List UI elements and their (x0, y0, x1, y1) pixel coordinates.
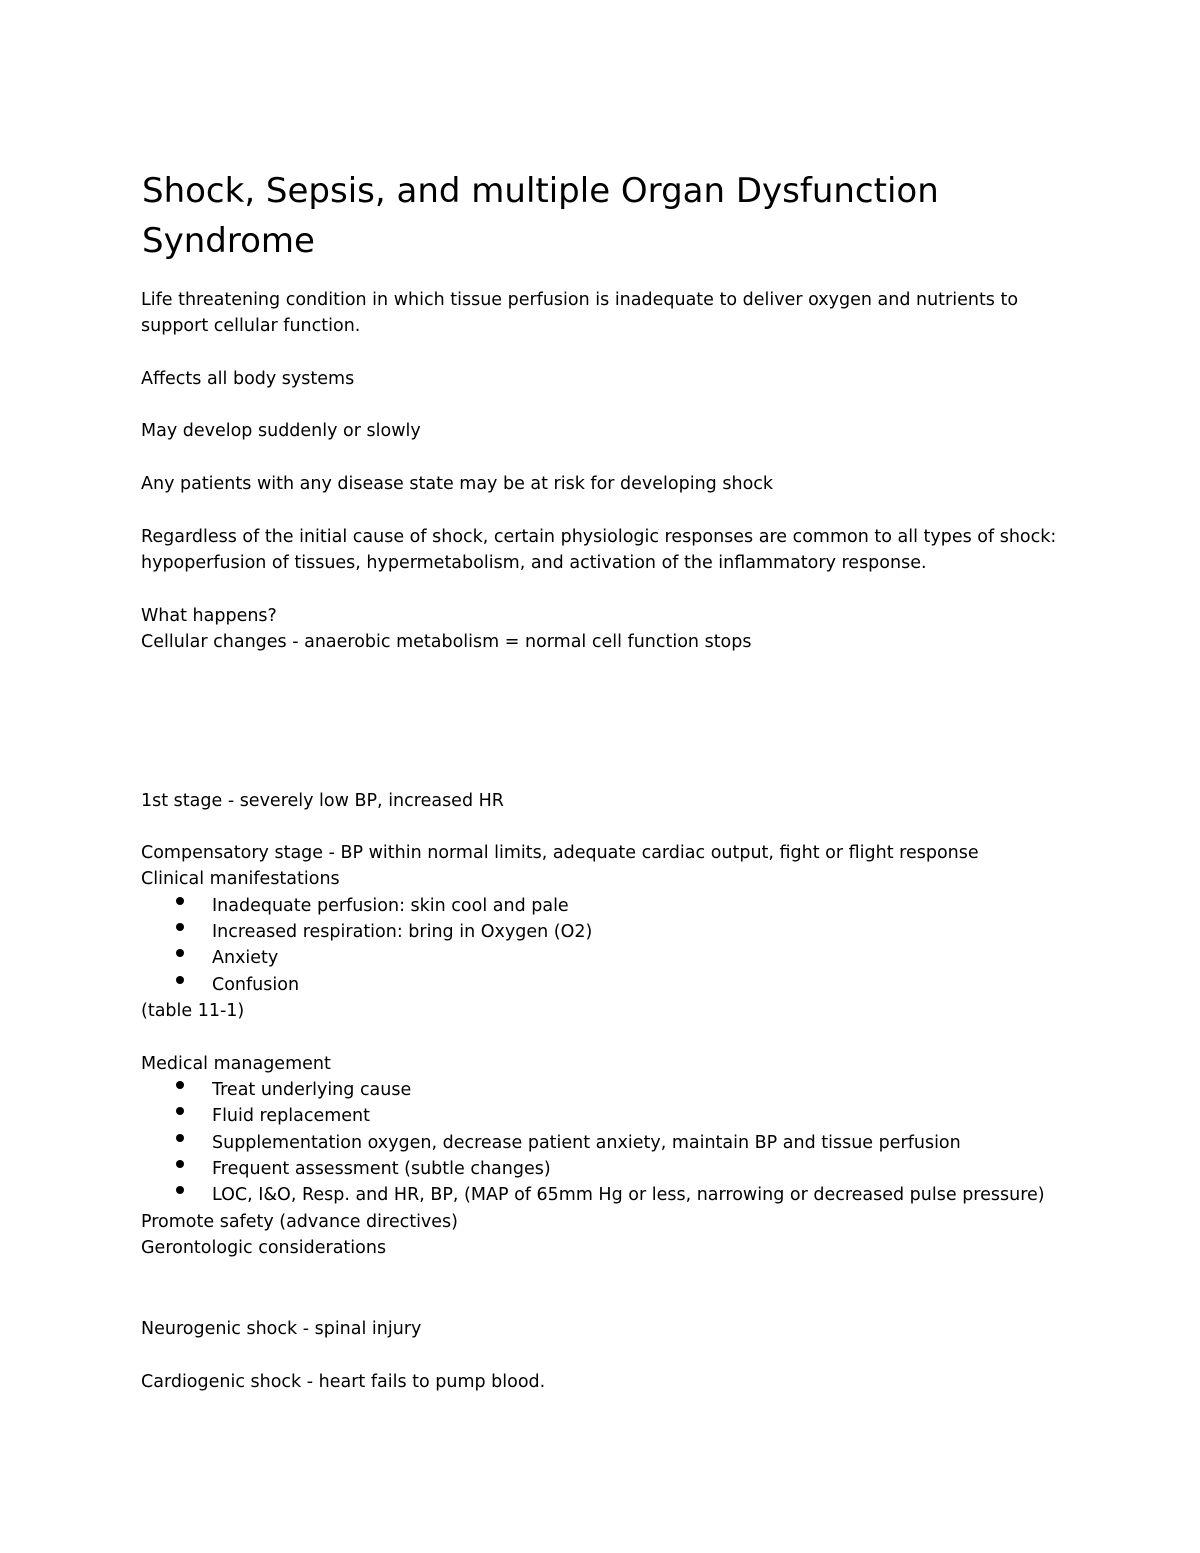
list-item (176, 893, 569, 919)
list-item-text: Inadequate perfusion: skin cool and pale (212, 896, 569, 916)
table-reference: (table 11-1) (141, 1001, 245, 1021)
list-item-text: Anxiety (212, 948, 279, 968)
responses-paragraph: Regardless of the initial cause of shock, certain physiologic responses are common to all types of shock: hypoperfusion of tissues, hypermetabolism, and activation of the inflammatory response. (141, 527, 1057, 573)
bullet-icon (176, 1160, 184, 1168)
intro-paragraph: Life threatening condition in which tissue perfusion is inadequate to deliver oxygen and nutrients to support cellular function. (141, 290, 1019, 336)
bullet-icon (176, 897, 184, 905)
list-item-text: Increased respiration: bring in Oxygen (O2) (212, 922, 593, 942)
document-title: Shock, Sepsis, and multiple Organ Dysfunction Syndrome (142, 171, 939, 261)
develop-paragraph: May develop suddenly or slowly (141, 421, 421, 441)
bullet-icon (176, 1134, 184, 1142)
stage1-line: 1st stage - severely low BP, increased HR (141, 791, 504, 811)
list-item-text: Confusion (212, 975, 300, 995)
list-item-text: Fluid replacement (212, 1106, 370, 1126)
list-item (176, 1156, 551, 1182)
bullet-icon (176, 1107, 184, 1115)
risk-paragraph: Any patients with any disease state may be at risk for developing shock (141, 474, 774, 494)
affects-paragraph: Affects all body systems (141, 369, 355, 389)
bullet-icon (176, 1081, 184, 1089)
list-item (176, 1182, 1045, 1208)
compensatory-line: Compensatory stage - BP within normal limits, adequate cardiac output, fight or flight response (141, 843, 979, 863)
medical-heading: Medical management (141, 1054, 331, 1074)
list-item (176, 1130, 961, 1156)
bullet-icon (176, 1186, 184, 1194)
list-item (176, 945, 278, 971)
gerontologic-line: Gerontologic considerations (141, 1238, 387, 1258)
neurogenic-line: Neurogenic shock - spinal injury (141, 1319, 422, 1339)
list-item (176, 1103, 370, 1129)
list-item-text: Treat underlying cause (212, 1080, 412, 1100)
bullet-icon (176, 949, 184, 957)
clinical-heading: Clinical manifestations (141, 869, 340, 889)
safety-line: Promote safety (advance directives) (141, 1212, 458, 1232)
bullet-icon (176, 923, 184, 931)
list-item (176, 1077, 411, 1103)
bullet-icon (176, 976, 184, 984)
list-item-text: Frequent assessment (subtle changes) (212, 1159, 551, 1179)
list-item-text: LOC, I&O, Resp. and HR, BP, (MAP of 65mm Hg or less, narrowing or decreased pulse pressure) (212, 1185, 1045, 1205)
list-item (176, 919, 592, 945)
cardiogenic-line: Cardiogenic shock - heart fails to pump blood. (141, 1372, 546, 1392)
cellular-changes-line: Cellular changes - anaerobic metabolism = normal cell function stops (141, 632, 752, 652)
what-happens-heading: What happens? (141, 606, 277, 626)
list-item (176, 972, 299, 998)
list-item-text: Supplementation oxygen, decrease patient anxiety, maintain BP and tissue perfusion (212, 1133, 961, 1153)
